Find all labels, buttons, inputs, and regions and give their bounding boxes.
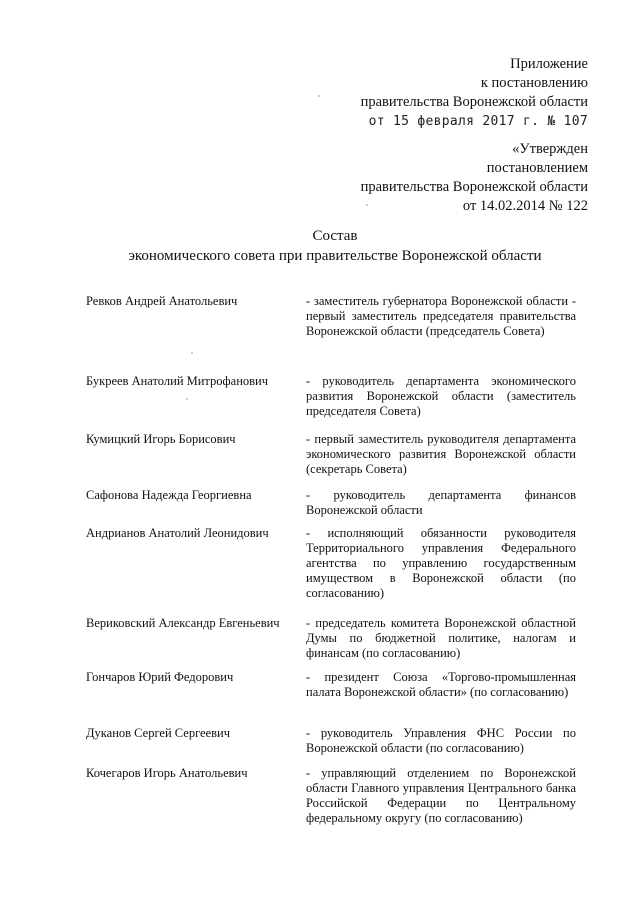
- appendix-date-number: от 15 февраля 2017 г. № 107: [368, 114, 588, 129]
- member-role: - руководитель департамента экономического развития Воронежской области (заместитель председателя Совета): [306, 374, 576, 418]
- appendix-issuer: правительства Воронежской области: [360, 94, 588, 110]
- member-role: - руководитель департамента финансов Воронежской области: [306, 488, 576, 517]
- member-role: - заместитель губернатора Воронежской области - первый заместитель председателя правительства Воронежской области (председатель Совета): [306, 294, 576, 338]
- member-role: - руководитель Управления ФНС России по Воронежской области (по согласованию): [306, 726, 576, 755]
- approval-issuer: правительства Воронежской области: [360, 179, 588, 195]
- member-name: Кочегаров Игорь Анатольевич: [86, 766, 248, 780]
- approval-title: «Утвержден: [512, 141, 588, 157]
- document-title: [90, 226, 580, 266]
- member-name: Андрианов Анатолий Леонидович: [86, 526, 269, 540]
- member-role: - председатель комитета Воронежской областной Думы по бюджетной политике, налогам и финансам (по согласованию): [306, 616, 576, 660]
- member-name: Вериковский Александр Евгеньевич: [86, 616, 280, 630]
- approval-header: [361, 140, 588, 216]
- scan-speck: [191, 352, 193, 354]
- scan-speck: [318, 95, 320, 97]
- member-role: - президент Союза «Торгово-промышленная палата Воронежской области» (по согласованию): [306, 670, 576, 699]
- scan-speck: [366, 204, 368, 206]
- appendix-ref: к постановлению: [480, 75, 588, 91]
- member-role: - первый заместитель руководителя департамента экономического развития Воронежской области (секретарь Совета): [306, 432, 576, 476]
- title-heading: Состав: [312, 228, 358, 244]
- member-name: Дуканов Сергей Сергеевич: [86, 726, 231, 740]
- scan-speck: [186, 398, 188, 400]
- approval-date-number: от 14.02.2014 № 122: [462, 198, 588, 214]
- approval-ref: постановлением: [486, 160, 588, 176]
- member-name: Ревков Андрей Анатольевич: [86, 294, 238, 308]
- title-subheading: экономического совета при правительстве Воронежской области: [128, 248, 542, 264]
- member-name: Кумицкий Игорь Борисович: [86, 432, 236, 446]
- member-name: Букреев Анатолий Митрофанович: [86, 374, 269, 388]
- member-name: Сафонова Надежда Георгиевна: [86, 488, 252, 502]
- appendix-title: Приложение: [510, 56, 588, 72]
- member-name: Гончаров Юрий Федорович: [86, 670, 234, 684]
- member-role: - управляющий отделением по Воронежской области Главного управления Центрального банка Российской Федерации по Центральному федеральному округу (по согласованию): [306, 766, 576, 825]
- appendix-header: [361, 55, 588, 131]
- member-role: - исполняющий обязанности руководителя Территориального управления Федерального агентства по управлению государственным имуществом в Воронежской области (по согласованию): [306, 526, 576, 600]
